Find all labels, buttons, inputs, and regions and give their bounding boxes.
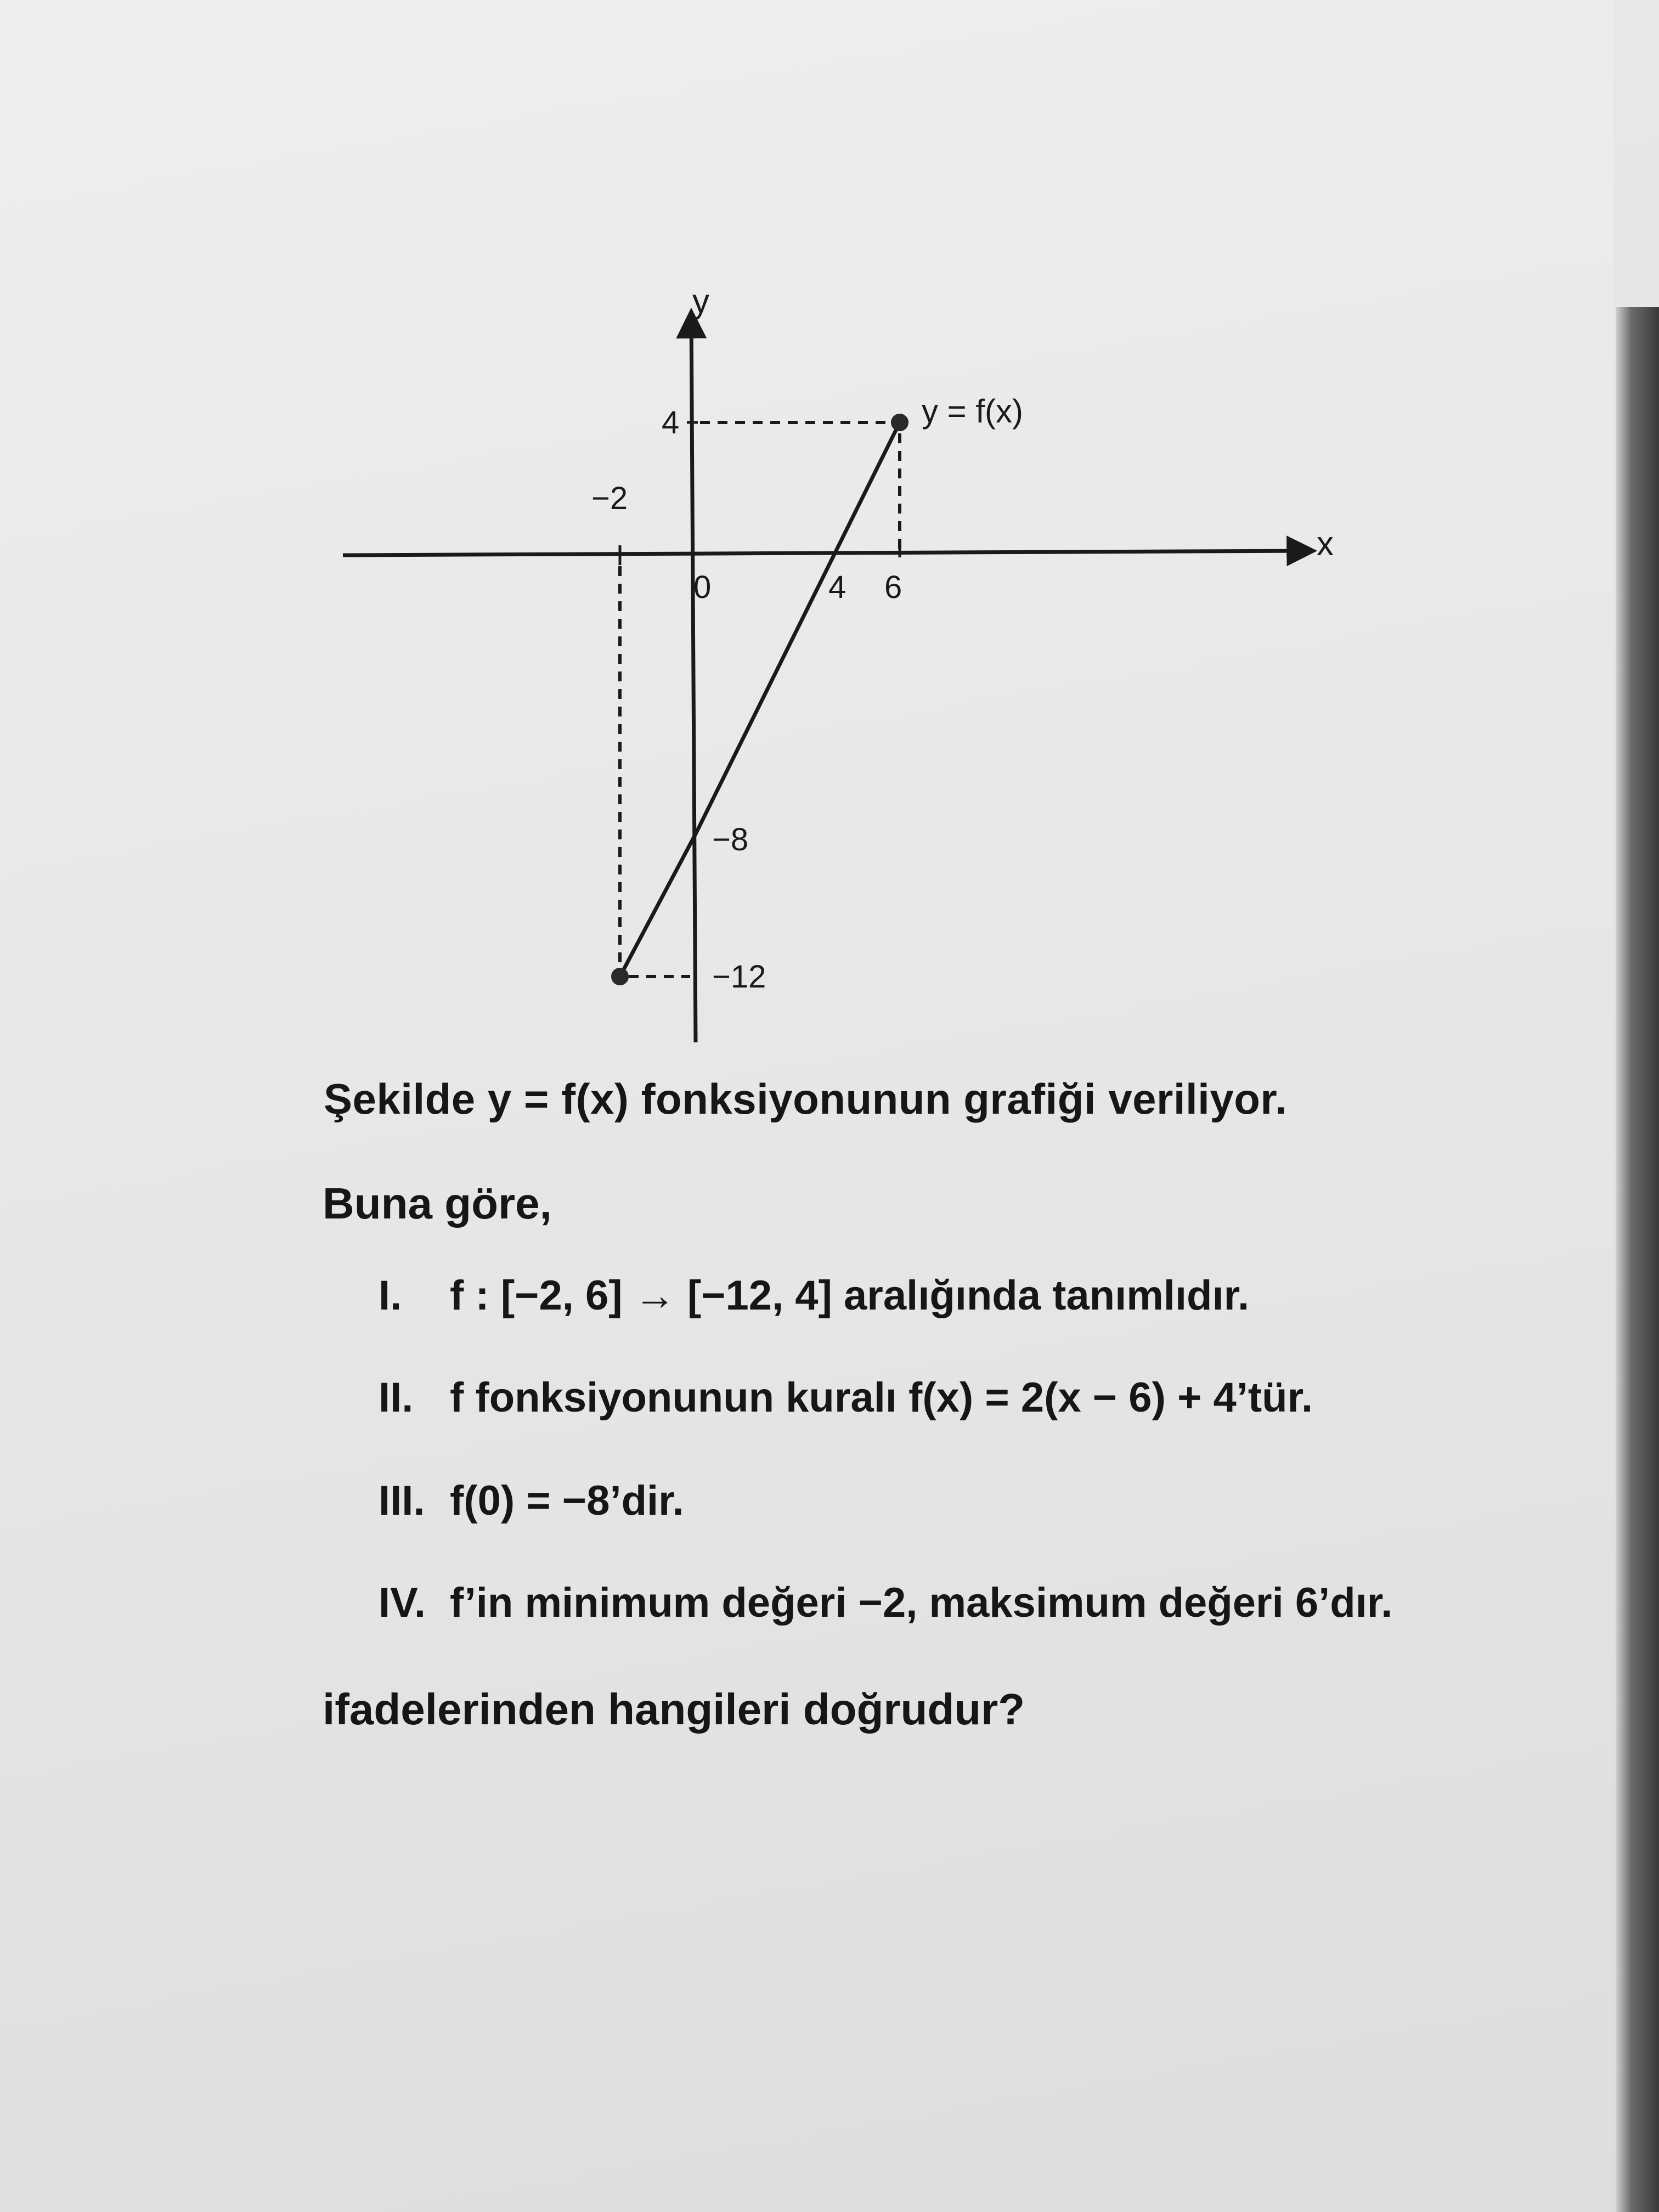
statement-2 xyxy=(379,1374,1313,1421)
statement-text: f fonksiyonunun kuralı f(x) = 2(x − 6) + 4’tür. xyxy=(450,1374,1313,1421)
endpoint-dot xyxy=(612,969,628,984)
statement-number: IV. xyxy=(379,1579,426,1626)
x-axis-label: x xyxy=(1317,525,1334,563)
statement-text: f(0) = −8’dir. xyxy=(450,1477,684,1524)
statement-3 xyxy=(379,1477,684,1525)
tick-label-y-neg8: −8 xyxy=(712,822,749,857)
plot-area xyxy=(612,415,907,984)
statement-text: f’in minimum değeri −2, maksimum değeri 6’dır. xyxy=(450,1579,1393,1626)
statement-4 xyxy=(379,1579,1392,1627)
function-label: y = f(x) xyxy=(922,393,1024,430)
figure-caption: Şekilde y = f(x) fonksiyonunun grafiği veriliyor. xyxy=(324,1075,1288,1123)
series-line-1 xyxy=(620,422,900,977)
tick-label-y-neg12: −12 xyxy=(712,959,766,995)
tick-label-y-4: 4 xyxy=(662,405,680,441)
tick-label-x-neg2: −2 xyxy=(591,481,628,516)
y-axis-label: y xyxy=(692,283,709,320)
statement-number: II. xyxy=(379,1374,414,1421)
statement-number: I. xyxy=(379,1272,402,1319)
x-axis xyxy=(343,551,1311,555)
tick-label-x-4: 4 xyxy=(828,569,847,605)
tick-label-origin: 0 xyxy=(693,569,712,605)
statement-number: III. xyxy=(379,1477,425,1524)
function-graph xyxy=(0,0,1659,1097)
statement-1 xyxy=(379,1272,1249,1319)
tick-label-x-6: 6 xyxy=(884,569,902,605)
question-text: ifadelerinden hangileri doğrudur? xyxy=(323,1685,1025,1734)
endpoint-dot xyxy=(892,415,907,430)
statement-text: f : [−2, 6] → [−12, 4] aralığında tanımlıdır. xyxy=(450,1272,1250,1319)
lead-in-text: Buna göre, xyxy=(323,1179,552,1228)
